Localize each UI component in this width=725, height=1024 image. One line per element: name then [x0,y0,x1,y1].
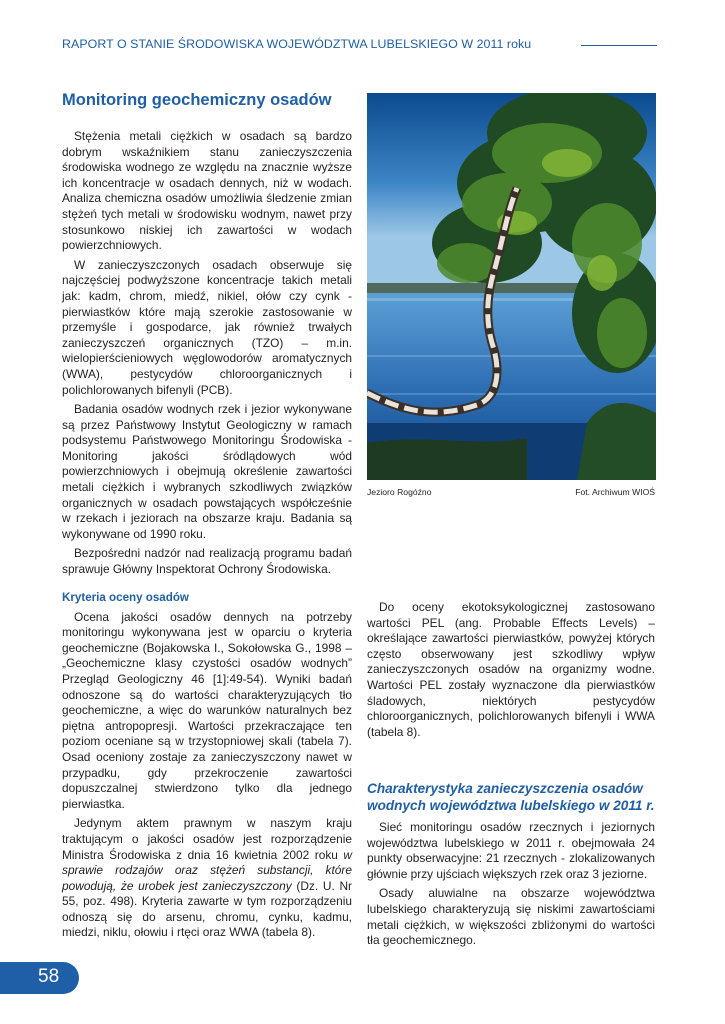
paragraph: Osady aluwialne na obszarze województwa lubelskiego charakteryzują się niskimi zawartościami metali ciężkich, w większości zbliżonymi do wartości tła geochemicznego. [367,886,655,948]
paragraph: Do oceny ekotoksykologicznej zastosowano wartości PEL (ang. Probable Effects Levels) – określające zawartości pierwiastków, powyżej których często obserwowany jest szkodliwy wpływ zanieczyszczonych osadów na organizmy wodne. Wartości PEL zostały wyznaczone dla pierwiastków śladowych, niektórych pestycydów chloroorganicznych, polichlorowanych bifenyli i WWA (tabela 8). [367,600,655,739]
characteristics-column [367,780,655,953]
birch-lake-image [367,93,656,480]
photo-caption: Jezioro Rogóźno [367,487,432,497]
italic-title: w sprawie rodzajów oraz stężeń substancji, które powodują, że urobek jest zanieczyszczony [62,847,352,893]
subheading-characteristics: Charakterystyka zanieczyszczenia osadów wodnych województwa lubelskiego w 2011 r. [367,781,655,813]
header-rule [581,45,657,46]
paragraph: Badania osadów wodnych rzek i jezior wykonywane są przez Państwowy Instytut Geologiczny w ramach podsystemu Państwowego Monitoringu Środowiska - Monitoring jakości śródlądowych wód powierzchniowych i obejmują określenie zawartości metali ciężkich i wybranych szkodliwych związków organicznych w osadach powstających współcześnie w rzekach i jeziorach na obszarze kraju. Badania są wykonywane od 1990 roku. [62,402,352,541]
subheading-criteria: Kryteria oceny osadów [62,591,189,604]
page-number: 58 [38,966,60,987]
intro-column [62,129,352,582]
paragraph: Bezpośredni nadzór nad realizacją programu badań sprawuje Główny Inspektorat Ochrony Środowiska. [62,546,352,577]
criteria-column [62,590,352,945]
paragraph: W zanieczyszczonych osadach obserwuje się najczęściej podwyższone koncentracje takich metali jak: kadm, chrom, miedź, nikiel, ołów czy cynk - pierwiastków które mają szerokie zastosowanie w przemyśle i gospodarce, jak również trwałych zanieczyszczeń organicznych (TZO) – m.in. wielopierścieniowych węglowodorów aromatycznych (WWA), pestycydów chloroorganicznych i polichlorowanych bifenyli (PCB). [62,257,352,397]
running-header: RAPORT O STANIE ŚRODOWISKA WOJEWÓDZTWA LUBELSKIEGO W 2011 roku [62,37,532,51]
text-run: (Dz. U. Nr 55, poz. 498). Kryteria zawarte w tym rozporządzeniu odnoszą się do arsenu, chromu, cynku, kadmu, miedzi, niklu, ołowiu i rtęci oraz WWA (tabela 8). [62,878,352,940]
paragraph: Ocena jakości osadów dennych na potrzeby monitoringu wykonywana jest w oparciu o kryteria geochemiczne (Bojakowska I., Sokołowska G., 1998 – „Geochemiczne klasy czystości osadów wodnych” Przegląd Geologiczny 46 [1]:49-54). Wyniki badań odnoszone są do wartości charakteryzujących tło geochemiczne, a więc do warunków naturalnych bez piętna antropopresji. Wartości przekraczające ten poziom oceniane są w trzystopniowej skali (tabela 7). Osad oceniony zostaje za zanieczyszczony nawet w przypadku, gdy przekroczenie zawartości dopuszczalnej stwierdzono tylko dla jednego pierwiastka. [62,609,352,811]
lake-photo [367,93,656,480]
paragraph-legal [62,816,352,941]
text-run: Jedynym aktem prawnym w naszym kraju traktującym o jakości osadów jest rozporządzenie Ministra Środowiska z dnia 16 kwietnia 2002 roku [62,816,352,862]
section-title: Monitoring geochemiczny osadów [62,91,332,109]
pel-column [367,600,655,744]
photo-credit: Fot. Archiwum WIOŚ [575,487,655,497]
paragraph: Stężenia metali ciężkich w osadach są bardzo dobrym wskaźnikiem stanu zanieczyszczenia środowiska wodnego ze względu na znacznie wyższe ich koncentracje w osadach dennych, niż w wodach. Analiza chemiczna osadów umożliwia śledzenie zmian stężeń tych metali w środowisku wodnym, nawet przy stosunkowo niskiej ich zawartości w wodach powierzchniowych. [62,129,352,253]
paragraph: Sieć monitoringu osadów rzecznych i jeziornych województwa lubelskiego w 2011 r. obejmowała 24 punkty obserwacyjne: 21 rzecznych - zlokalizowanych głównie przy ujściach większych rzek oraz 3 jeziorne. [367,820,655,881]
